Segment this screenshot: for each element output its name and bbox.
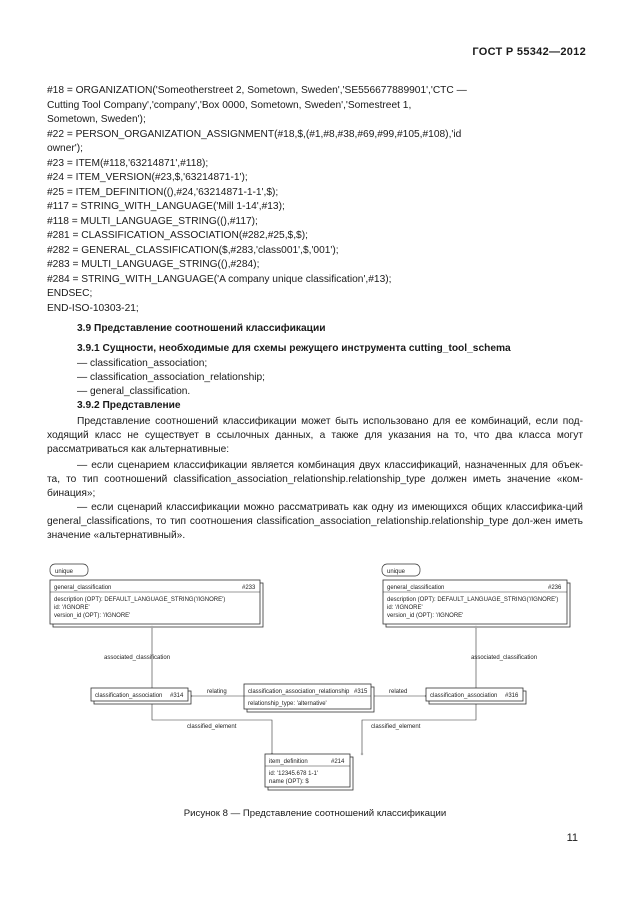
code-line: #25 = ITEM_DEFINITION((),#24,'63214871-1-1',$); [47, 186, 279, 198]
list-item: — classification_association_relationship; [77, 372, 266, 383]
classified-left-label: classified_element [187, 724, 237, 730]
code-line: owner'); [47, 143, 83, 154]
item-def-attr: id: '12345.678 1-1' [269, 771, 318, 777]
item-def-attr: name (OPT): $ [269, 779, 309, 785]
paragraph: Представление соотношений классификации может быть использовано для ее комбинаций, если под-ходящий класс не существует в ссылочных данных, а также для указания на то, что два класса могут рассматриваться как альтернативные: [47, 416, 583, 455]
code-line: ENDSEC; [47, 288, 93, 299]
code-line: #283 = MULTI_LANGUAGE_STRING((),#284); [47, 259, 260, 270]
left-gc-attr: id: '/IGNORE' [54, 605, 90, 611]
standard-header: ГОСТ Р 55342—2012 [472, 46, 586, 58]
right-classification-association-box [426, 688, 526, 704]
assoc-left-label: associated_classification [104, 655, 171, 661]
right-gc-attr: description (OPT): DEFAULT_LANGUAGE_STRING('/IGNORE') [387, 597, 559, 603]
code-line: #22 = PERSON_ORGANIZATION_ASSIGNMENT(#18,$,(#1,#8,#38,#69,#99,#105,#108),'id [47, 128, 462, 140]
relating-label: relating [207, 689, 227, 695]
item-definition-box [265, 754, 353, 790]
code-line: #281 = CLASSIFICATION_ASSOCIATION(#282,#25,$,$); [47, 230, 308, 241]
related-label: related [389, 689, 408, 695]
left-classification-association-box [91, 688, 191, 704]
right-gc-id: #236 [548, 585, 562, 591]
list-item: — classification_association; [77, 358, 208, 369]
item-def-id: #214 [331, 759, 345, 765]
left-gc-id: #233 [242, 585, 256, 591]
left-gc-attr: description (OPT): DEFAULT_LANGUAGE_STRING('/IGNORE') [54, 597, 226, 603]
right-tag-text: unique [387, 569, 406, 575]
right-gc-attr: id: '/IGNORE' [387, 605, 423, 611]
section-3-9-title: 3.9 Представление соотношений классификации [77, 323, 326, 334]
code-line: #118 = MULTI_LANGUAGE_STRING((),#117); [47, 215, 258, 227]
item-def-name: item_definition [269, 759, 308, 765]
left-general-classification-box [50, 580, 263, 627]
car-id: #315 [354, 689, 368, 695]
code-line: Cutting Tool Company','company','Box 0000, Sometown, Sweden','Somestreet 1, [47, 99, 412, 111]
paragraph: — если сценарий классификации можно рассматривать как одну из имеющихся общих классифика-ций general_classifications, то тип соотношения classification_association_relationship.relationship_type дол-жен иметь значение «альтернативный». [47, 502, 583, 541]
code-line: #284 = STRING_WITH_LANGUAGE('A company unique classification',#13); [47, 273, 392, 285]
right-general-classification-box [383, 580, 570, 627]
left-gc-attr: version_id (OPT): '/IGNORE' [54, 613, 131, 619]
section-3-9-2-title: 3.9.2 Представление [77, 400, 181, 411]
right-unique-tag [382, 564, 420, 576]
car-name: classification_association_relationship [248, 689, 350, 695]
code-line: #23 = ITEM(#118,'63214871',#118); [47, 157, 209, 169]
left-ca-id: #314 [170, 693, 184, 699]
code-line: #282 = GENERAL_CLASSIFICATION($,#283,'class001',$,'001'); [47, 244, 339, 256]
code-line: #117 = STRING_WITH_LANGUAGE('Mill 1-14',#13); [47, 201, 285, 212]
left-gc-name: general_classification [54, 585, 112, 591]
left-ca-name: classification_association [95, 693, 163, 699]
code-line: END-ISO-10303-21; [47, 302, 139, 314]
classification-association-relationship-box [244, 684, 374, 712]
code-line: Sometown, Sweden'); [47, 114, 146, 125]
right-gc-attr: version_id (OPT): '/IGNORE' [387, 613, 464, 619]
section-3-9-1-title: 3.9.1 Сущности, необходимые для схемы режущего инструмента cutting_tool_schema [77, 343, 511, 354]
assoc-right-label: associated_classification [471, 655, 538, 661]
right-ca-name: classification_association [430, 693, 498, 699]
page-number: 11 [566, 832, 578, 844]
paragraph: — если сценарием классификации является комбинация двух классификаций, назначенных для объек-та, то тип соотношений classification_association_relationship.relationship_type должен иметь значение «ком-бинация»; [47, 460, 583, 499]
left-tag-text: unique [55, 569, 74, 575]
figure-caption: Рисунок 8 — Представление соотношений классификации [183, 808, 447, 819]
classified-right-label: classified_element [371, 724, 421, 730]
code-line: #24 = ITEM_VERSION(#23,$,'63214871-1'); [47, 172, 248, 183]
car-attr: relationship_type: 'alternative' [248, 701, 327, 707]
right-gc-name: general_classification [387, 585, 445, 591]
list-item: — general_classification. [77, 386, 191, 397]
right-ca-id: #316 [505, 693, 519, 699]
left-unique-tag [50, 564, 88, 576]
code-line: #18 = ORGANIZATION('Someotherstreet 2, Sometown, Sweden','SE556677889901','CTC — [47, 85, 467, 96]
